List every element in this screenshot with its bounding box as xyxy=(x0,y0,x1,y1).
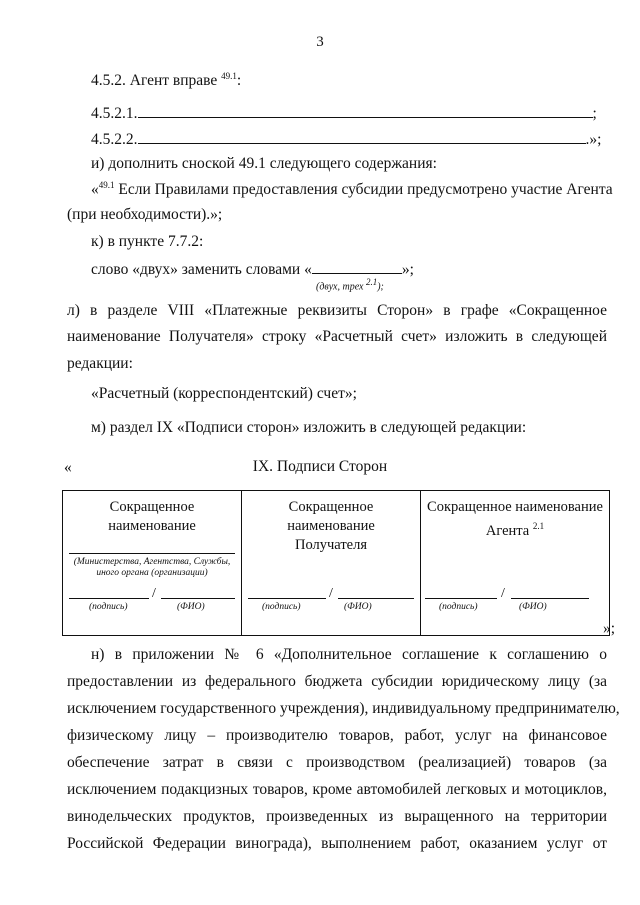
footnote-ref: 2.1 xyxy=(532,521,545,531)
col3-header xyxy=(421,491,609,541)
punct: ); xyxy=(377,281,384,293)
page-number: 3 xyxy=(316,34,324,50)
sign-line xyxy=(69,598,149,599)
punct: ; xyxy=(592,105,597,122)
item-l-line1: л) в разделе VIII «Платежные реквизиты Сторон» в графе «Сокращенное xyxy=(67,302,607,319)
sign-caption: (подпись) xyxy=(89,602,128,612)
punct: .»; xyxy=(585,131,602,148)
punct: »; xyxy=(401,261,414,278)
slash: / xyxy=(501,586,505,601)
replace-text: слово «двух» заменить словами « xyxy=(91,261,312,278)
name-caption: (ФИО) xyxy=(177,602,205,612)
item-n-line5: обеспечение затрат в связи с производством (реализацией) товаров (за xyxy=(67,754,607,771)
section-title: IX. Подписи Сторон xyxy=(252,458,388,475)
clause-4-5-2 xyxy=(91,71,241,90)
blank-line xyxy=(312,259,402,274)
name-caption: (ФИО) xyxy=(519,602,547,612)
punct: : xyxy=(236,72,242,90)
name-line xyxy=(511,598,589,599)
item-n-line8: Российской Федерации винограда), выполнением работ, оказанием услуг от xyxy=(67,835,607,852)
replace-words-line xyxy=(91,259,414,279)
sign-line xyxy=(425,598,497,599)
clause-4-5-2-2 xyxy=(91,129,601,149)
col2-header: Сокращенное наименование Получателя xyxy=(287,499,375,553)
account-line: «Расчетный (корреспондентский) счет»; xyxy=(91,385,357,402)
signature-cell-ministry xyxy=(63,491,242,636)
clause-number: 4.5.2.2. xyxy=(91,131,138,148)
slash: / xyxy=(152,586,156,601)
item-n-line7: винодельческих продуктов, произведенных из выращенного на территории xyxy=(67,808,607,825)
signature-row xyxy=(421,586,609,616)
signature-cell-recipient xyxy=(242,491,421,636)
signature-row xyxy=(63,586,241,616)
sign-caption: (подпись) xyxy=(439,602,478,612)
signature-row xyxy=(242,586,420,616)
name-line xyxy=(338,598,414,599)
item-i: и) дополнить сноской 49.1 следующего содержания: xyxy=(91,155,437,172)
name-caption: (ФИО) xyxy=(344,602,372,612)
blank-line xyxy=(138,129,586,144)
item-n-line2: предоставлении из федерального бюджета субсидии юридическому лицу (за xyxy=(67,673,607,690)
footnote-text-cont: (при необходимости).»; xyxy=(67,206,223,223)
item-n-line4: физическому лицу – производителю товаров, работ, услуг на финансовое xyxy=(67,727,607,744)
footnote-ref: 49.1 xyxy=(98,180,115,190)
clause-text: 4.5.2. Агент вправе xyxy=(91,72,218,90)
signature-cell-agent xyxy=(421,491,610,636)
item-n-line6: исключением подакцизных товаров, кроме автомобилей легковых и мотоциклов, xyxy=(67,781,607,798)
clause-number: 4.5.2.1. xyxy=(91,105,138,122)
note-text: (двух, трех xyxy=(316,281,364,293)
item-l-line3: редакции: xyxy=(67,355,133,372)
col1-note: (Министерства, Агентства, Службы, иного органа (организации) xyxy=(69,553,235,579)
name-line xyxy=(161,598,235,599)
col3-header-text: Сокращенное наименование Агента xyxy=(427,499,603,539)
footnote-ref: 49.1 xyxy=(221,71,237,81)
open-quote: « xyxy=(91,181,99,199)
section-open-quote: « xyxy=(64,459,72,476)
item-n-line3: исключением государственного учреждения), индивидуальному предпринимателю, xyxy=(67,700,620,717)
col1-header: Сокращенное наименование xyxy=(108,499,196,534)
clause-4-5-2-1 xyxy=(91,103,597,123)
footnote-ref: 2.1 xyxy=(365,277,378,287)
item-l-line2: наименование Получателя» строку «Расчетный счет» изложить в следующей xyxy=(67,328,607,345)
slash: / xyxy=(329,586,333,601)
item-n-line1: н) в приложении № 6 «Дополнительное соглашение к соглашению о xyxy=(91,646,607,663)
item-m: м) раздел IX «Подписи сторон» изложить в следующей редакции: xyxy=(91,419,527,436)
signatures-table xyxy=(62,490,610,636)
footnote-text-line xyxy=(91,180,613,199)
footnote-text: Если Правилами предоставления субсидии предусмотрено участие Агента xyxy=(114,181,613,199)
sign-caption: (подпись) xyxy=(262,602,301,612)
replace-note xyxy=(316,277,384,292)
item-k: к) в пункте 7.7.2: xyxy=(91,233,204,250)
sign-line xyxy=(248,598,326,599)
blank-line xyxy=(138,103,593,118)
table-close-quote: »; xyxy=(603,620,616,637)
